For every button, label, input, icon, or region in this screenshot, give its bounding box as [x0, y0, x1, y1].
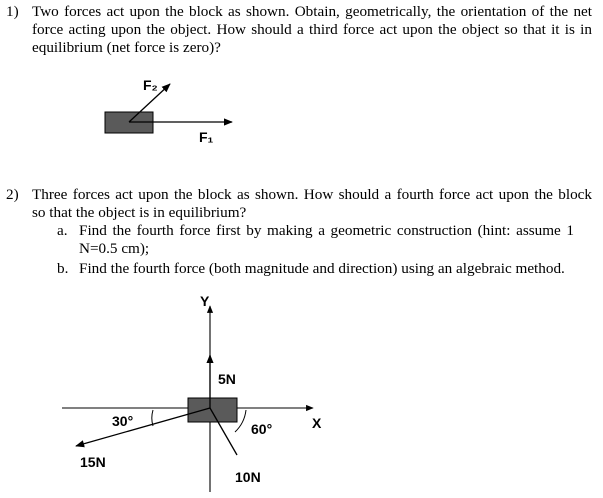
- problem-1-text-line-3: equilibrium (net force is zero)?: [32, 39, 221, 56]
- force-15n-label: 15N: [80, 454, 106, 470]
- x-axis-label: X: [312, 415, 322, 431]
- part-b-marker: b.: [57, 260, 69, 277]
- part-b-text-line-1: Find the fourth force (both magnitude and direction) using an algebraic method.: [79, 260, 565, 277]
- problem-2-text-line-2: so that the object is in equilibrium?: [32, 204, 247, 221]
- part-a-text-line-2: N=0.5 cm);: [79, 240, 150, 257]
- y-axis-label: Y: [200, 293, 210, 309]
- angle-30-label: 30°: [112, 413, 134, 429]
- force-10n-label: 10N: [235, 469, 261, 485]
- force-5n-label: 5N: [218, 371, 236, 387]
- force-15n-arrow: [76, 408, 210, 446]
- angle-arc-30: [152, 410, 153, 426]
- problem-2-text-line-1: Three forces act upon the block as shown. How should a fourth force act upon the block: [32, 186, 592, 203]
- part-a-marker: a.: [57, 222, 68, 239]
- part-a-text-line-1: Find the fourth force first by making a geometric construction (hint: assume 1: [79, 222, 574, 239]
- problem-1-number: 1): [6, 3, 19, 20]
- problem-1-text-line-2: force acting upon the object. How should a third force act upon the object so that it is in: [32, 21, 592, 38]
- problem-2-number: 2): [6, 186, 19, 203]
- force-f2-label: F₂: [143, 77, 158, 93]
- force-f1-label: F₁: [199, 129, 214, 145]
- block-2: [188, 398, 237, 422]
- angle-60-label: 60°: [251, 421, 273, 437]
- problem-1-text-line-1: Two forces act upon the block as shown. Obtain, geometrically, the orientation of the net: [32, 3, 592, 20]
